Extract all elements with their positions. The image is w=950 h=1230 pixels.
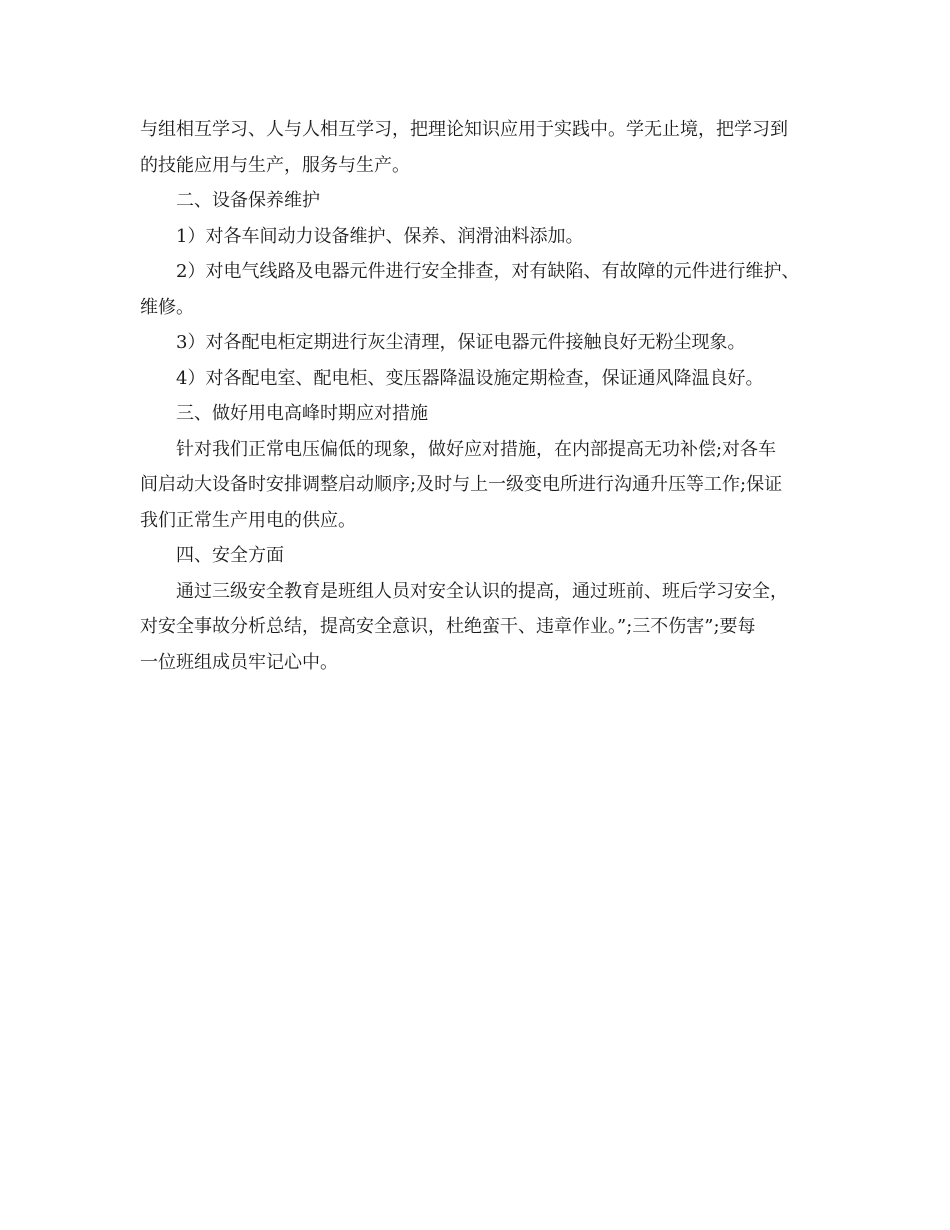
text-line: 通过三级安全教育是班组人员对安全认识的提高，通过班前、班后学习安全， (176, 580, 788, 602)
text-line: 我们正常生产用电的供应。 (140, 509, 356, 531)
text-line: 针对我们正常电压偏低的现象，做好应对措施，在内部提高无功补偿;对各车 (176, 438, 777, 460)
text-line: 间启动大设备时安排调整启动顺序;及时与上一级变电所进行沟通升压等工作;保证 (140, 474, 783, 495)
list-item: 4）对各配电室、配电柜、变压器降温设施定期检查，保证通风降温良好。 (176, 367, 764, 389)
section-heading-equipment-maintenance: 二、设备保养维护 (176, 190, 320, 211)
text-line: 与组相互学习、人与人相互学习，把理论知识应用于实践中。学无止境，把学习到 (140, 119, 788, 140)
text-line: 的技能应用与生产，服务与生产。 (140, 154, 410, 176)
list-item: 1）对各车间动力设备维护、保养、润滑油料添加。 (176, 225, 584, 247)
section-heading-peak-load-measures: 三、做好用电高峰时期应对措施 (176, 403, 428, 424)
list-item: 2）对电气线路及电器元件进行安全排查，对有缺陷、有故障的元件进行维护、 (176, 261, 800, 282)
document-body (140, 112, 830, 680)
text-line: 一位班组成员牢记心中。 (140, 651, 338, 673)
list-item: 3）对各配电柜定期进行灰尘清理，保证电器元件接触良好无粉尘现象。 (176, 332, 746, 353)
section-heading-safety: 四、安全方面 (176, 545, 284, 566)
text-line: 维修。 (140, 296, 194, 318)
text-line: 对安全事故分析总结，提高安全意识，杜绝蛮干、违章作业。”;三不伤害”;要每 (140, 616, 756, 637)
